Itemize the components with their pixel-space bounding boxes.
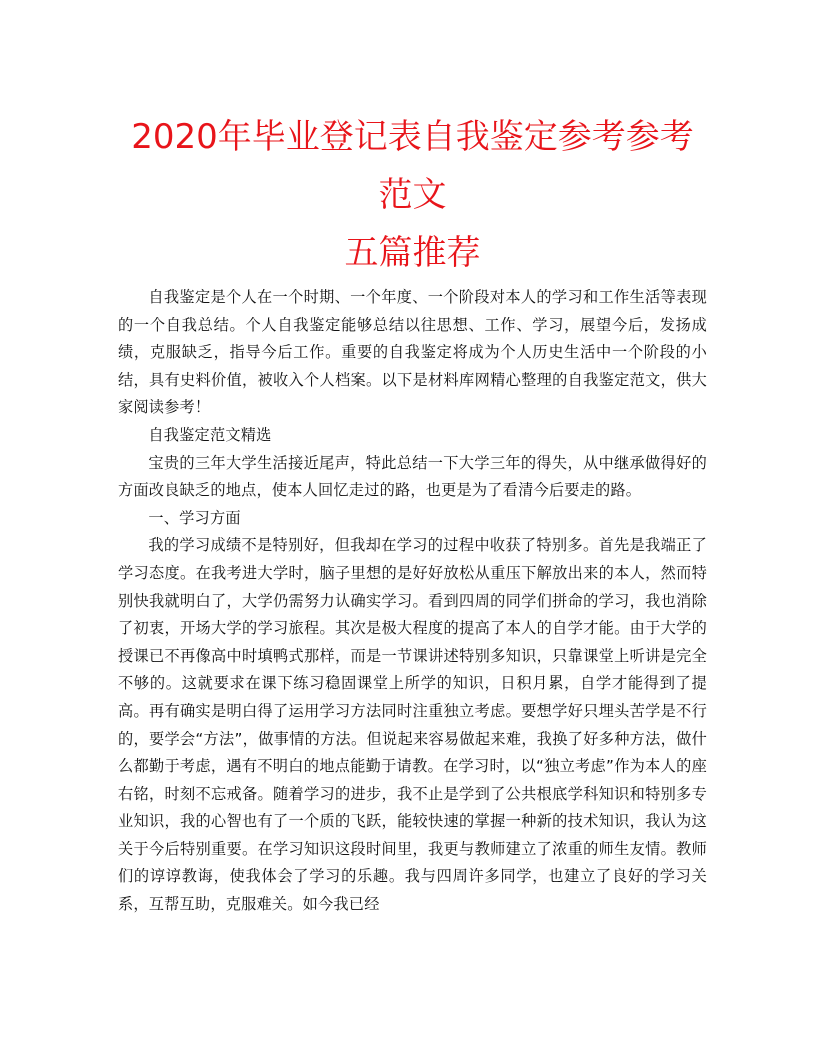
section-heading: 自我鉴定范文精选 — [148, 425, 272, 444]
document-body — [118, 284, 707, 919]
intro-paragraph: 自我鉴定是个人在一个时期、一个年度、一个阶段对本人的学习和工作生活等表现的一个自我总结。个人自我鉴定能够总结以往思想、工作、学习，展望今后，发扬成绩，克服缺乏，指导今后工作。重要的自我鉴定将成为个人历史生活中一个阶段的小结，具有史料价值，被收入个人档案。以下是材料库网精心整理的自我鉴定范文，供大家阅读参考！ — [118, 288, 707, 417]
body-paragraph: 宝贵的三年大学生活接近尾声，特此总结一下大学三年的得失，从中继承做得好的方面改良缺乏的地点，使本人回忆走过的路，也更是为了看清今后要走的路。 — [118, 453, 707, 500]
document-title — [118, 108, 707, 282]
document-title-line-1: 2020年毕业登记表自我鉴定参考参考范文 — [131, 117, 694, 215]
subheading-study: 一、学习方面 — [148, 508, 241, 527]
document-title-line-2: 五篇推荐 — [344, 233, 481, 273]
body-paragraph: 我的学习成绩不是特别好，但我却在学习的过程中收获了特别多。首先是我端正了学习态度。在我考进大学时，脑子里想的是好好放松从重压下解放出来的本人，然而特别快我就明白了，大学仍需努力认确实学习。看到四周的同学们拼命的学习，我也消除了初衷，开场大学的学习旅程。其次是极大程度的提高了本人的自学才能。由于大学的授课已不再像高中时填鸭式那样，而是一节课讲述特别多知识，只靠课堂上听讲是完全不够的。这就要求在课下练习稳固课堂上所学的知识，日积月累，自学才能得到了提高。再有确实是明白得了运用学习方法同时注重独立考虑。要想学好只埋头苦学是不行的，要学会“方法”，做事情的方法。但说起来容易做起来难，我换了好多种方法，做什么都勤于考虑，遇有不明白的地点能勤于请教。在学习时，以“独立考虑”作为本人的座右铭，时刻不忘戒备。随着学习的进步，我不止是学到了公共根底学科知识和特别多专业知识，我的心智也有了一个质的飞跃，能较快速的掌握一种新的技术知识，我认为这关于今后特别重要。在学习知识这段时间里，我更与教师建立了浓重的师生友情。教师们的谆谆教诲，使我体会了学习的乐趣。我与四周许多同学，也建立了良好的学习关系，互帮互助，克服难关。如今我已经 — [118, 536, 707, 914]
